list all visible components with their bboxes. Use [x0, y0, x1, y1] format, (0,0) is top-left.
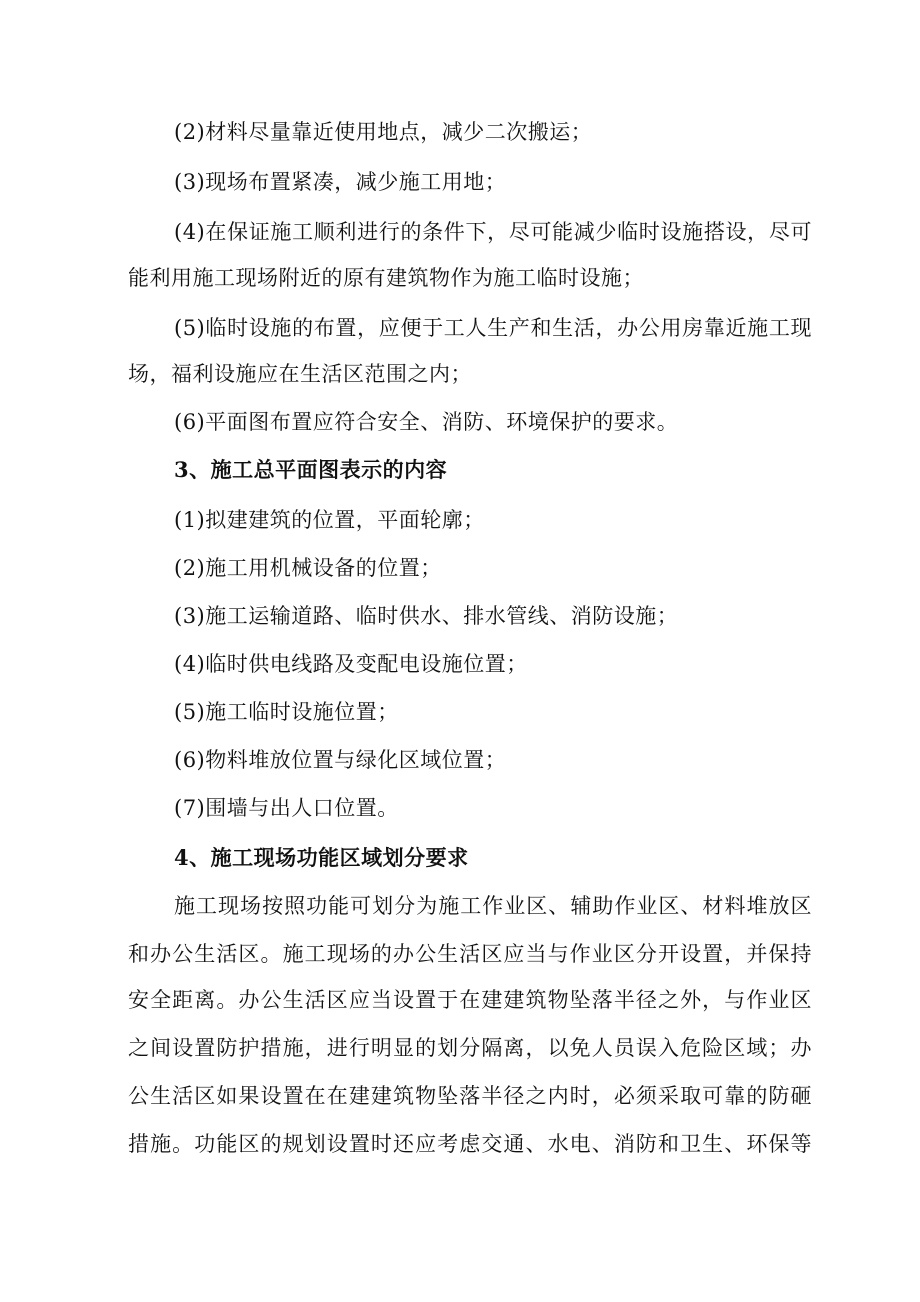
paragraph-line: (5)临时设施的布置，应便于工人生产和生活，办公用房靠近施工现 — [174, 316, 812, 340]
paragraph-line: 和办公生活区。施工现场的办公生活区应当与作业区分开设置，并保持 — [128, 942, 812, 966]
paragraph-line: 能利用施工现场附近的原有建筑物作为施工临时设施； — [128, 266, 644, 290]
paragraph-line: 施工现场按照功能可划分为施工作业区、辅助作业区、材料堆放区 — [174, 894, 812, 918]
paragraph-line: 场，福利设施应在生活区范围之内； — [128, 362, 472, 386]
list-item: (5)施工临时设施位置； — [174, 700, 399, 724]
section-heading: 3、施工总平面图表示的内容 — [174, 457, 448, 482]
paragraph-line: 公生活区如果设置在在建建筑物坠落半径之内时，必须采取可靠的防砸 — [128, 1084, 812, 1108]
list-item: (6)平面图布置应符合安全、消防、环境保护的要求。 — [174, 410, 679, 434]
list-item: (7)围墙与出人口位置。 — [174, 796, 399, 820]
paragraph-line: 之间设置防护措施，进行明显的划分隔离，以免人员误入危险区域；办 — [128, 1036, 812, 1060]
list-item: (3)施工运输道路、临时供水、排水管线、消防设施； — [174, 604, 679, 628]
list-item: (2)施工用机械设备的位置； — [174, 556, 442, 580]
list-item: (6)物料堆放位置与绿化区域位置； — [174, 748, 507, 772]
paragraph-line: 措施。功能区的规划设置时还应考虑交通、水电、消防和卫生、环保等 — [128, 1132, 812, 1156]
paragraph-line: (4)在保证施工顺利进行的条件下，尽可能减少临时设施搭设，尽可 — [174, 220, 812, 244]
paragraph-line: 安全距离。办公生活区应当设置于在建建筑物坠落半径之外，与作业区 — [128, 988, 812, 1012]
list-item: (3)现场布置紧凑，减少施工用地； — [174, 170, 507, 194]
section-heading: 4、施工现场功能区域划分要求 — [174, 845, 469, 870]
list-item: (4)临时供电线路及变配电设施位置； — [174, 652, 528, 676]
list-item: (1)拟建建筑的位置，平面轮廓； — [174, 508, 485, 532]
list-item: (2)材料尽量靠近使用地点，减少二次搬运； — [174, 120, 593, 144]
